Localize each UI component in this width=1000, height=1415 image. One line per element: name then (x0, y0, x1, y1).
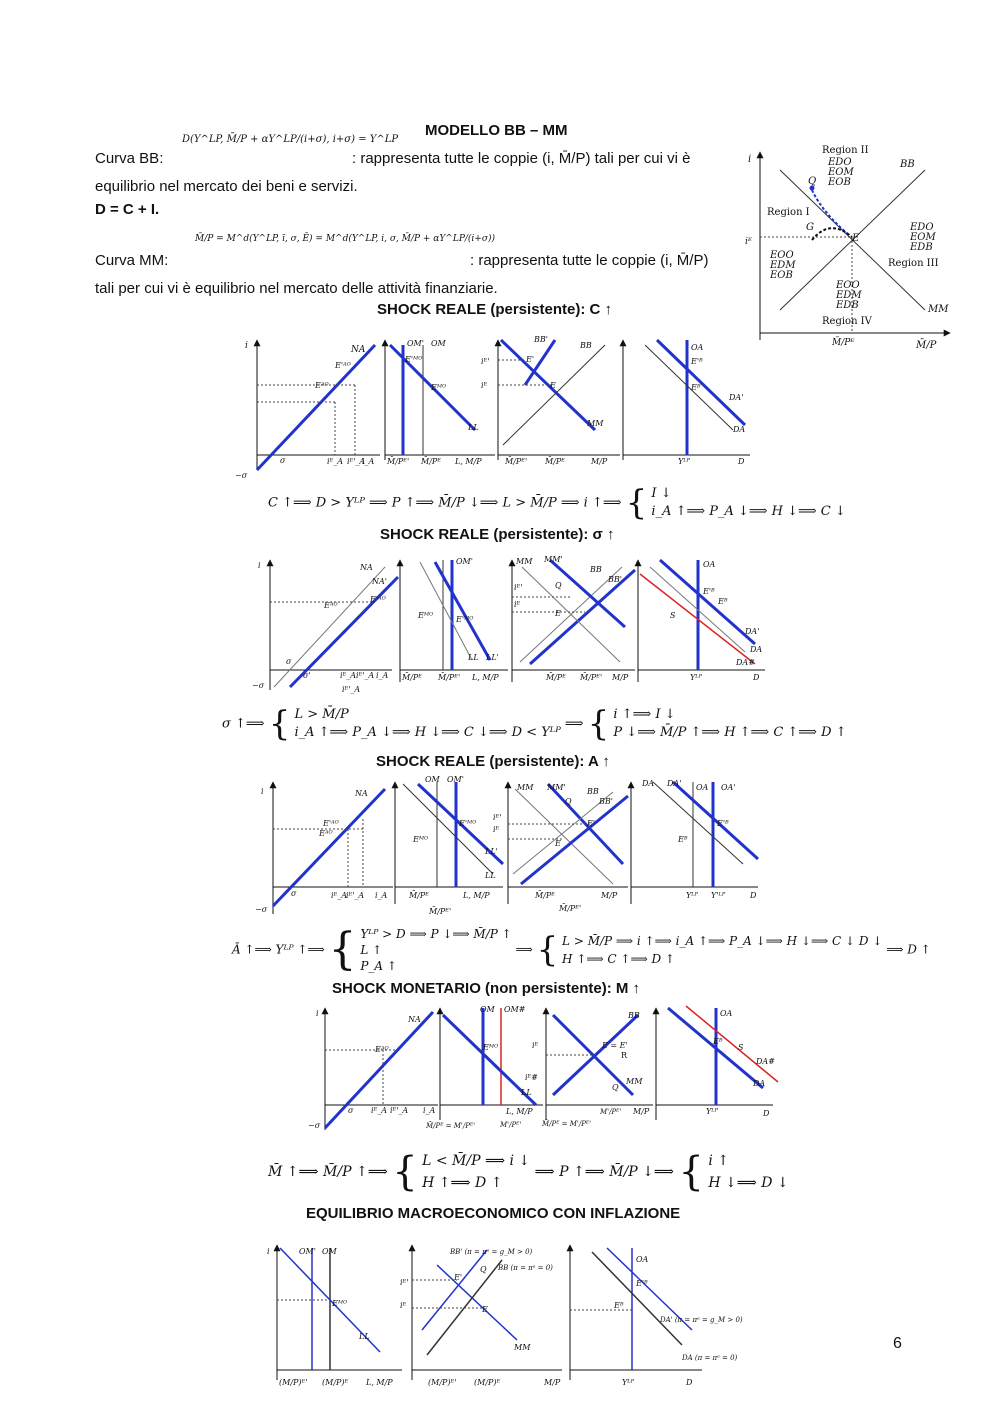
svg-text:DA: DA (750, 645, 763, 654)
svg-text:NA: NA (351, 345, 366, 355)
f2-panel-4 (638, 560, 765, 682)
f5-panel-2 (400, 1245, 562, 1387)
svg-text:Eᴬᴼ: Eᴬᴼ (319, 829, 333, 838)
r2-l1: EDO (828, 157, 852, 168)
svg-text:MM': MM' (544, 555, 563, 564)
mm-text-line2: tali per cui vi è equilibrio nel mercato delle attività finanziarie. (95, 280, 498, 297)
e-label: E (852, 233, 860, 244)
x-axis-label: M̄/P (916, 340, 937, 351)
svg-text:MM: MM (514, 1343, 531, 1352)
svg-text:Yᴸᴾ: Yᴸᴾ (622, 1378, 635, 1387)
mm-text-line1: : rappresenta tutte le coppie (i, M̄/P) (470, 252, 709, 269)
svg-text:E'ᴮ: E'ᴮ (717, 819, 729, 828)
svg-text:BB': BB' (599, 797, 613, 806)
svg-text:E'ᴹᴼ: E'ᴹᴼ (405, 355, 423, 364)
svg-text:E'ᴮ: E'ᴮ (691, 357, 703, 366)
svg-text:M̄/Pᴱ: M̄/Pᴱ (546, 673, 566, 682)
svg-text:iᴱ#: iᴱ# (525, 1073, 538, 1082)
svg-text:i: i (245, 341, 248, 351)
svg-text:iᴱ'_A: iᴱ'_A (347, 457, 366, 466)
svg-text:DA: DA (733, 425, 746, 434)
svg-text:−σ: −σ (308, 1121, 321, 1130)
f4-panel-4 (656, 1006, 778, 1120)
svg-text:iᴱ'_A: iᴱ'_A (356, 671, 375, 680)
section-2-title: SHOCK REALE (persistente): σ ↑ (380, 526, 615, 543)
f2-panel-3 (512, 555, 635, 682)
page-number: 6 (893, 1335, 902, 1352)
bb-identity: D = C + I. (95, 201, 160, 218)
svg-text:iᴱ'_A: iᴱ'_A (346, 891, 365, 900)
equation-4: M̄ ↑⟹ M̄/P ↑⟹ { L < M̄/P ⟹ i ↓ H ↑⟹ D ↑ ⟹ P ↑⟹ M̄/P ↓⟹ { i ↑ H ↓⟹ D ↓ (268, 1149, 789, 1195)
svg-text:Eᴹᴼ: Eᴹᴼ (332, 1299, 348, 1308)
svg-text:M̄/Pᴱ: M̄/Pᴱ (402, 673, 422, 682)
svg-text:σ': σ' (303, 671, 311, 680)
svg-text:BB' (π = πᵃ = g_M > 0): BB' (π = πᵃ = g_M > 0) (450, 1248, 533, 1256)
f2-panel-2 (400, 557, 508, 682)
q-label: Q (808, 176, 817, 187)
svg-text:Yᴸᴾ: Yᴸᴾ (686, 891, 699, 900)
region-ii-label: Region II (822, 145, 869, 156)
svg-text:M̄/Pᴱ: M̄/Pᴱ (421, 457, 441, 466)
svg-text:OM: OM (431, 339, 446, 348)
svg-text:i_A: i_A (376, 671, 389, 680)
section-3-title: SHOCK REALE (persistente): A ↑ (376, 753, 610, 770)
svg-text:BB: BB (628, 1011, 640, 1020)
svg-text:(M/P)ᴱ': (M/P)ᴱ' (428, 1378, 457, 1387)
svg-text:E': E' (454, 1273, 463, 1282)
svg-text:(M/P)ᴱ: (M/P)ᴱ (474, 1378, 501, 1387)
svg-text:E: E (482, 1305, 488, 1314)
svg-text:iᴱ': iᴱ' (481, 357, 490, 366)
svg-text:S: S (738, 1043, 744, 1052)
svg-text:OA: OA (636, 1255, 649, 1264)
bb-text-line2: equilibrio nel mercato dei beni e servizi. (95, 178, 358, 195)
f3-panel-4 (631, 779, 758, 904)
x-tick: M̄/Pᴱ (832, 338, 855, 348)
f3-panel-1 (255, 782, 393, 914)
svg-text:E'ᴹᴼ: E'ᴹᴼ (456, 615, 474, 624)
f1-panel-4 (623, 340, 750, 466)
svg-text:iᴱ'_A: iᴱ'_A (342, 685, 361, 694)
svg-text:M̄/Pᴱ: M̄/Pᴱ (409, 891, 429, 900)
svg-text:L, M/P: L, M/P (463, 891, 490, 900)
svg-text:i: i (267, 1247, 270, 1256)
svg-text:M/P: M/P (591, 457, 608, 466)
r3-l3: EDB (910, 242, 933, 253)
page-title: MODELLO BB – MM (425, 122, 568, 139)
svg-text:LL': LL' (485, 847, 498, 856)
svg-text:Eᴬᴼ: Eᴬᴼ (375, 1045, 389, 1054)
equation-3: Ā ↑⟹ Yᴸᴾ ↑⟹ { Yᴸᴾ > D ⟹ P ↓⟹ M̄/P ↑ L ↑ P_A ↑ ⟹ { L > M̄/P ⟹ i ↑⟹ i_A ↑⟹ P_A ↓⟹ H ↓⟹ C ↓ D ↓ H ↑⟹ C ↑⟹ D ↑ ⟹ D ↑ (232, 924, 931, 975)
svg-text:BB': BB' (608, 575, 622, 584)
r2-l2: EOM (828, 167, 854, 178)
svg-text:E'ᴬᴼ: E'ᴬᴼ (335, 361, 351, 370)
svg-text:OM: OM (480, 1005, 495, 1014)
svg-text:Eᴮ: Eᴮ (678, 835, 688, 844)
f5-panel-3 (570, 1245, 743, 1387)
svg-text:M̄/Pᴱ': M̄/Pᴱ' (559, 904, 582, 913)
svg-text:Eᴬᴼ: Eᴬᴼ (315, 381, 329, 390)
r1-l1: EOO (770, 250, 794, 261)
svg-text:Eᴮ: Eᴮ (614, 1301, 624, 1310)
svg-text:DA': DA' (745, 627, 760, 636)
svg-text:D: D (753, 673, 760, 682)
svg-text:BB: BB (590, 565, 602, 574)
f2-panel-1 (252, 560, 398, 694)
svg-text:Eᴮ: Eᴮ (691, 383, 701, 392)
r4-l3: EDB (836, 300, 859, 311)
svg-text:i_A: i_A (375, 891, 388, 900)
svg-text:iᴱ_A: iᴱ_A (327, 457, 344, 466)
svg-text:E = E': E = E' (602, 1041, 628, 1050)
svg-text:LL': LL' (486, 653, 499, 662)
svg-text:−σ: −σ (255, 905, 268, 914)
figure-3 (253, 774, 763, 919)
svg-text:iᴱ': iᴱ' (493, 813, 502, 822)
svg-text:S: S (670, 611, 676, 620)
svg-text:OA: OA (691, 343, 704, 352)
svg-text:σ: σ (280, 456, 286, 465)
f4-panel-3 (532, 1008, 653, 1128)
svg-text:iᴱ_A: iᴱ_A (340, 671, 357, 680)
section-1-title: SHOCK REALE (persistente): C ↑ (377, 301, 613, 318)
svg-text:M̄/Pᴱ': M̄/Pᴱ' (580, 673, 603, 682)
bb-line-label: BB (900, 159, 915, 170)
f3-panel-2 (395, 775, 503, 916)
svg-text:NA: NA (408, 1015, 421, 1024)
svg-text:i: i (258, 561, 261, 570)
svg-text:MM: MM (517, 783, 534, 792)
r1-l3: EOB (770, 270, 793, 281)
svg-text:BB: BB (580, 341, 592, 350)
svg-text:M/P: M/P (612, 673, 629, 682)
svg-text:DA: DA (642, 779, 655, 788)
svg-text:BB': BB' (534, 335, 548, 344)
svg-text:OM: OM (322, 1247, 337, 1256)
r4-l1: EOO (836, 280, 860, 291)
equation-1: C ↑⟹ D > Yᴸᴾ ⟹ P ↑⟹ M̄/P ↓⟹ L > M̄/P ⟹ i ↑⟹ { I ↓ i_A ↑⟹ P_A ↓⟹ H ↓⟹ C ↓ (268, 483, 846, 523)
svg-text:MM: MM (626, 1077, 643, 1086)
svg-text:Eᴮ: Eᴮ (713, 1037, 723, 1046)
svg-text:L, M/P: L, M/P (455, 457, 482, 466)
r3-l1: EDO (910, 222, 934, 233)
svg-text:D: D (750, 891, 757, 900)
bb-formula: D(Y^LP, M̄/P + αY^LP/(i+σ), i+σ) = Y^LP (182, 134, 399, 145)
svg-text:iᴱ: iᴱ (493, 825, 500, 834)
svg-text:Eᴹᴼ: Eᴹᴼ (418, 611, 434, 620)
equation-2: σ ↑⟹ { L > M̄/P i_A ↑⟹ P_A ↓⟹ H ↓⟹ C ↓⟹ D < Yᴸᴾ ⟹ { i ↑⟹ I ↓ P ↓⟹ M̄/P ↑⟹ H ↑⟹ C ↑⟹ D ↑ (222, 704, 847, 744)
svg-text:LL: LL (359, 1332, 370, 1341)
svg-text:M'/Pᴱ': M'/Pᴱ' (500, 1121, 522, 1129)
svg-text:iᴱ'_A: iᴱ'_A (390, 1106, 409, 1115)
f4-panel-2 (425, 1005, 543, 1130)
svg-text:M/P: M/P (633, 1107, 650, 1116)
svg-text:E': E' (587, 819, 596, 828)
svg-text:M̄/Pᴱ': M̄/Pᴱ' (387, 457, 410, 466)
svg-text:E'ᴹᴼ: E'ᴹᴼ (459, 819, 477, 828)
svg-text:Q: Q (565, 797, 572, 806)
svg-text:MM: MM (516, 557, 533, 566)
svg-text:DA' (π = πᵃ = g_M > 0): DA' (π = πᵃ = g_M > 0) (660, 1316, 743, 1324)
svg-text:(M/P)ᴱ: (M/P)ᴱ (322, 1378, 349, 1387)
svg-text:DA: DA (753, 1079, 766, 1088)
figure-1 (235, 330, 755, 480)
svg-text:E'ᴬᴼ: E'ᴬᴼ (370, 595, 386, 604)
svg-text:LL: LL (468, 653, 479, 662)
svg-text:DA (π = πᵃ = 0): DA (π = πᵃ = 0) (682, 1354, 738, 1362)
svg-text:Q: Q (612, 1083, 619, 1092)
svg-text:LL: LL (521, 1088, 532, 1097)
svg-text:Yᴸᴾ: Yᴸᴾ (678, 457, 691, 466)
svg-text:OA: OA (696, 783, 709, 792)
svg-text:(M/P)ᴱ': (M/P)ᴱ' (279, 1378, 308, 1387)
f1-panel-3 (481, 335, 620, 466)
region-iii-label: Region III (888, 258, 939, 269)
svg-text:iᴱ: iᴱ (532, 1041, 539, 1050)
svg-text:E: E (555, 609, 561, 618)
f4-panel-1 (308, 1008, 438, 1130)
svg-text:E': E' (526, 355, 535, 364)
svg-text:iᴱ': iᴱ' (514, 583, 523, 592)
ie-tick: iᴱ (745, 237, 753, 247)
svg-text:M̄/Pᴱ': M̄/Pᴱ' (429, 907, 452, 916)
figure-5 (262, 1240, 772, 1390)
svg-text:i_A: i_A (423, 1106, 436, 1115)
mm-label: Curva MM: (95, 252, 169, 269)
svg-text:Eᴮ: Eᴮ (718, 597, 728, 606)
svg-text:iᴱ: iᴱ (481, 381, 488, 390)
section-5-title: EQUILIBRIO MACROECONOMICO CON INFLAZIONE (306, 1205, 681, 1222)
svg-text:iᴱ_A: iᴱ_A (331, 891, 348, 900)
region-i-label: Region I (767, 207, 810, 218)
svg-text:D: D (763, 1109, 770, 1118)
f3-panel-3 (493, 782, 628, 913)
svg-text:iᴱ': iᴱ' (400, 1278, 409, 1287)
svg-text:M̄/Pᴱ = M'/Pᴱ': M̄/Pᴱ = M'/Pᴱ' (542, 1120, 592, 1128)
svg-text:MM: MM (587, 419, 604, 428)
mm-line-label: MM (928, 304, 949, 315)
svg-text:σ: σ (286, 657, 292, 666)
svg-text:iᴱ: iᴱ (400, 1301, 407, 1310)
svg-text:L, M/P: L, M/P (472, 673, 499, 682)
r2-l3: EOB (828, 177, 851, 188)
svg-text:E'ᴮ: E'ᴮ (703, 587, 715, 596)
svg-text:DA#: DA# (736, 658, 755, 667)
svg-text:M̄/Pᴱ': M̄/Pᴱ' (505, 457, 528, 466)
svg-text:OA': OA' (721, 783, 736, 792)
svg-text:i: i (261, 787, 264, 796)
svg-text:OM': OM' (447, 775, 464, 784)
g-label: G (806, 222, 814, 233)
svg-text:L, M/P: L, M/P (506, 1107, 533, 1116)
svg-text:OM': OM' (407, 339, 424, 348)
svg-text:i: i (316, 1009, 319, 1018)
svg-text:E: E (555, 839, 561, 848)
svg-text:Yᴸᴾ: Yᴸᴾ (706, 1107, 719, 1116)
svg-text:M/P: M/P (601, 891, 618, 900)
svg-text:DA#: DA# (756, 1057, 775, 1066)
y-axis-label: i (748, 154, 752, 165)
figure-4 (308, 1000, 778, 1135)
svg-text:Eᴹᴼ: Eᴹᴼ (483, 1043, 499, 1052)
region-diagram (740, 140, 960, 355)
svg-text:−σ: −σ (252, 681, 265, 690)
svg-text:M'/Pᴱ': M'/Pᴱ' (600, 1108, 622, 1116)
svg-text:DA': DA' (667, 779, 682, 788)
svg-text:E: E (550, 381, 556, 390)
svg-text:BB (π = πᵃ = 0): BB (π = πᵃ = 0) (498, 1264, 553, 1272)
region-iv-label: Region IV (822, 316, 872, 327)
bb-text-line1: : rappresenta tutte le coppie (i, M̄/P) tali per cui vi è (352, 150, 691, 167)
f1-panel-1 (235, 340, 380, 480)
svg-text:Q: Q (480, 1265, 487, 1274)
svg-text:M̄/Pᴱ: M̄/Pᴱ (535, 891, 555, 900)
svg-text:Eᴹᴼ: Eᴹᴼ (431, 383, 447, 392)
r3-l2: EOM (910, 232, 936, 243)
svg-text:Yᴸᴾ: Yᴸᴾ (690, 673, 703, 682)
svg-text:NA': NA' (372, 577, 387, 586)
mm-formula: M̄/P = M^d(Y^LP, ī, σ, Ē) = M^d(Y^LP, i, σ, M̄/P + αY^LP/(i+σ)) (195, 234, 496, 244)
f5-panel-1 (267, 1245, 402, 1387)
svg-text:iᴱ_A: iᴱ_A (371, 1106, 388, 1115)
svg-text:OM: OM (425, 775, 440, 784)
svg-text:D: D (738, 457, 745, 466)
svg-text:σ: σ (291, 889, 297, 898)
svg-text:DA': DA' (729, 393, 744, 402)
svg-text:iᴱ: iᴱ (514, 600, 521, 609)
svg-text:Q: Q (555, 581, 562, 590)
svg-text:M̄/Pᴱ = M'/Pᴱ': M̄/Pᴱ = M'/Pᴱ' (426, 1122, 476, 1130)
r1-l2: EDM (770, 260, 796, 271)
f1-panel-2 (385, 339, 495, 466)
svg-text:E'ᴬᴼ: E'ᴬᴼ (323, 819, 339, 828)
svg-text:M̄/Pᴱ: M̄/Pᴱ (545, 457, 565, 466)
svg-text:E'ᴮ: E'ᴮ (636, 1279, 648, 1288)
svg-text:OM': OM' (456, 557, 473, 566)
svg-text:LL: LL (485, 871, 496, 880)
svg-text:OA: OA (720, 1009, 733, 1018)
svg-text:D: D (686, 1378, 693, 1387)
svg-text:M̄/Pᴱ': M̄/Pᴱ' (438, 673, 461, 682)
section-4-title: SHOCK MONETARIO (non persistente): M ↑ (332, 980, 641, 997)
svg-text:σ: σ (348, 1106, 354, 1115)
svg-text:i_A: i_A (362, 457, 375, 466)
svg-text:OM#: OM# (504, 1005, 526, 1014)
svg-text:M/P: M/P (544, 1378, 561, 1387)
svg-text:OM': OM' (299, 1247, 316, 1256)
svg-text:LL: LL (468, 423, 479, 432)
svg-text:Y'ᴸᴾ: Y'ᴸᴾ (711, 891, 726, 900)
svg-text:OA: OA (703, 560, 716, 569)
svg-text:NA: NA (355, 789, 368, 798)
svg-text:L, M/P: L, M/P (366, 1378, 393, 1387)
svg-text:−σ: −σ (235, 471, 248, 480)
figure-2 (250, 552, 770, 692)
svg-text:NA: NA (360, 563, 373, 572)
svg-text:R: R (621, 1051, 628, 1060)
bb-label: Curva BB: (95, 150, 164, 167)
svg-text:MM': MM' (547, 783, 566, 792)
r4-l2: EDM (836, 290, 862, 301)
svg-text:BB: BB (587, 787, 599, 796)
svg-text:Eᴹᴼ: Eᴹᴼ (413, 835, 429, 844)
svg-text:Eᴬᴼ: Eᴬᴼ (324, 601, 338, 610)
